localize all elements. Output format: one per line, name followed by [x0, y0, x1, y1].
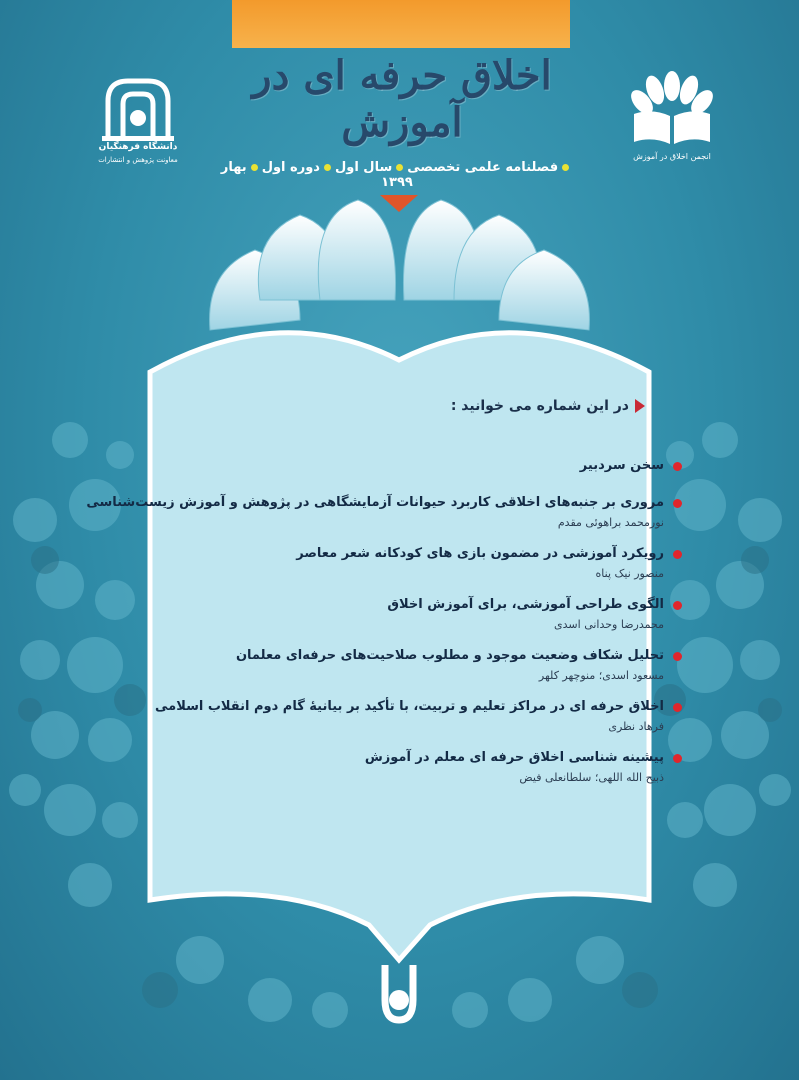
toc-item-author: مسعود اسدی؛ منوچهر کلهر	[538, 669, 664, 682]
toc-item-author: محمدرضا وحدانی اسدی	[554, 618, 664, 631]
bullet-icon	[673, 652, 682, 661]
subtitle-period: دوره اول	[261, 160, 320, 175]
toc-intro	[400, 398, 645, 414]
toc-item-title[interactable]: سخن سردبیر	[579, 458, 664, 473]
bullet-icon	[673, 754, 682, 763]
toc-item-author: منصور نیک پناه	[595, 567, 664, 580]
journal-title: اخلاق حرفه ای در آموزش	[252, 52, 552, 146]
association-logo-text: انجمن اخلاق در آموزش	[633, 152, 711, 161]
toc-item[interactable]	[236, 648, 664, 682]
toc-item-author: فرهاد نظری	[608, 720, 664, 733]
toc-item-author: نورمحمد براهوئی مقدم	[557, 516, 664, 529]
toc-item-author: ذبیح الله اللهی؛ سلطانعلی فیض	[519, 771, 664, 784]
toc-item-title[interactable]: تحلیل شکاف وضعیت موجود و مطلوب صلاحیت‌های حرفه‌ای معلمان	[235, 648, 664, 663]
toc-item[interactable]	[155, 699, 664, 733]
toc-item-title[interactable]: مروری بر جنبه‌های اخلاقی کاربرد حیوانات آزمایشگاهی در پژوهش و آموزش زیست‌شناسی	[86, 495, 664, 510]
toc-item-title[interactable]: اخلاق حرفه ای در مراکز تعلیم و تربیت، با تأکید بر بیانیهٔ گام دوم انقلاب اسلامی	[155, 699, 664, 714]
toc-item[interactable]	[296, 546, 664, 580]
toc-item-title[interactable]: پیشینه شناسی اخلاق حرفه ای معلم در آموزش	[364, 750, 664, 765]
university-logo-subtext: معاونت پژوهش و انتشارات	[98, 156, 178, 164]
bullet-icon	[673, 601, 682, 610]
bullet-icon	[673, 703, 682, 712]
subtitle-year: سال اول	[334, 160, 393, 175]
subtitle-type: فصلنامه علمی تخصصی	[407, 160, 559, 175]
toc-item[interactable]	[365, 750, 664, 784]
title-pointer-icon	[380, 195, 418, 212]
subtitle-season: بهار ۱۳۹۹	[220, 160, 413, 190]
toc-intro-arrow-icon	[635, 399, 645, 413]
toc-item-title[interactable]: رویکرد آموزشی در مضمون بازی های کودکانه شعر معاصر	[296, 546, 664, 561]
bullet-icon	[673, 499, 682, 508]
bullet-icon	[673, 462, 682, 471]
toc-item[interactable]	[86, 495, 664, 529]
university-logo-text: دانشگاه فرهنگیان	[98, 142, 178, 152]
toc-intro-text: در این شماره می خوانید :	[450, 398, 629, 414]
toc-item[interactable]	[387, 597, 664, 631]
toc-item-title[interactable]: الگوی طراحی آموزشی، برای آموزش اخلاق	[387, 597, 664, 612]
bullet-icon	[673, 550, 682, 559]
toc-item[interactable]	[580, 458, 664, 473]
